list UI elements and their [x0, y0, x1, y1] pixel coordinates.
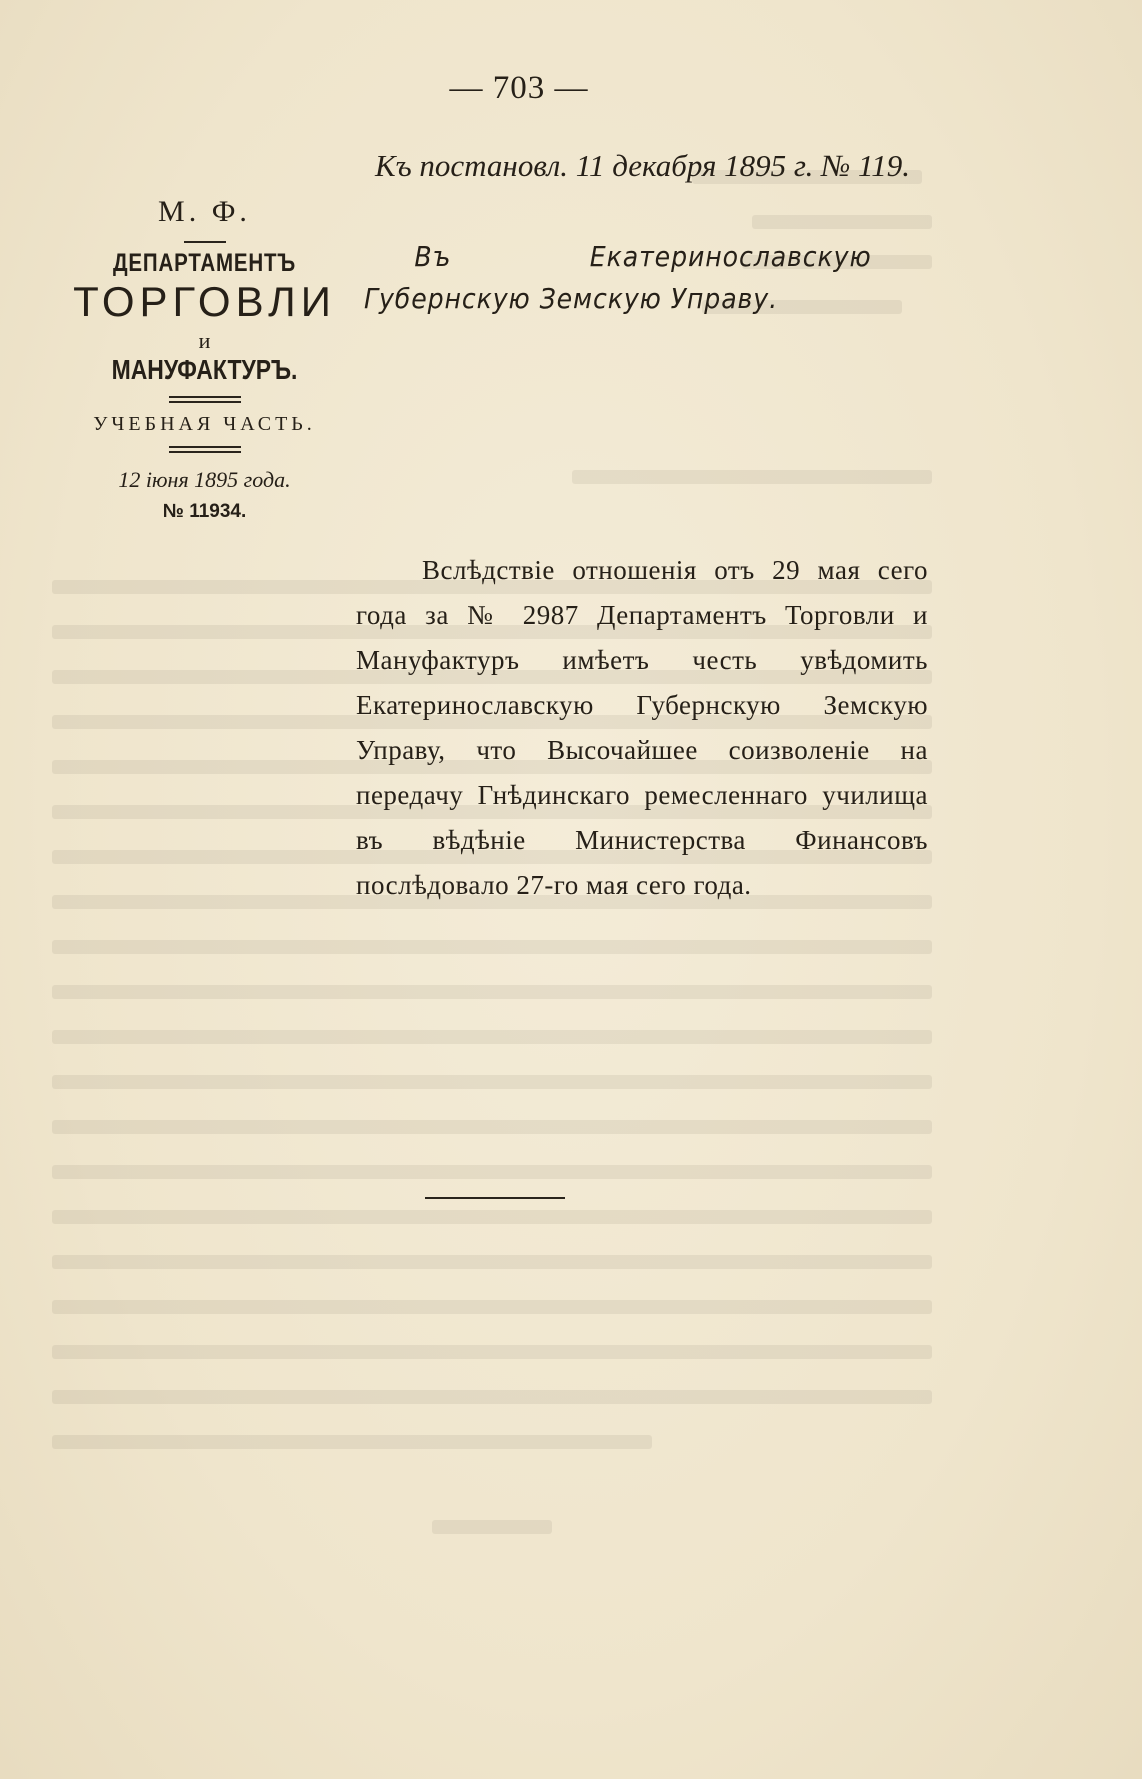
bleed-line	[52, 1120, 932, 1134]
double-divider	[169, 446, 241, 453]
bleed-line	[52, 1345, 932, 1359]
page-number: — 703 —	[449, 70, 589, 106]
bleed-line	[52, 1075, 932, 1089]
bleed-line	[52, 985, 932, 999]
bleed-line	[52, 1165, 932, 1179]
bleed-line	[52, 1390, 932, 1404]
department-conjunction: и	[198, 328, 211, 353]
end-rule	[425, 1197, 565, 1199]
department-name-2: МАНУФАКТУРЪ.	[111, 354, 298, 385]
bleed-line	[52, 940, 932, 954]
department-label: ДЕПАРТАМЕНТЪ	[112, 249, 296, 277]
department-name: ТОРГОВЛИ	[73, 278, 336, 325]
bleed-line	[52, 1210, 932, 1224]
resolution-reference: Къ постановл. 11 декабря 1895 г. № 119.	[374, 148, 910, 183]
ministry-abbreviation: М. Ф.	[158, 195, 251, 228]
letter-body: Вслѣдствіе отношенія отъ 29 мая сего года за № 2987 Департаментъ Торговли и Мануфактуръ имѣетъ честь увѣдомить Екатеринославскую Губернскую Земскую Управу, что Высочайшее соизволеніе на передачу Гнѣдинскаго ремесленнаго училища въ вѣдѣніе Министерства Финансовъ послѣдовало 27-го мая сего года.	[356, 555, 928, 900]
bleed-line	[752, 215, 932, 229]
bleed-line	[432, 1520, 552, 1534]
sender-margin-block	[52, 195, 357, 523]
addressee: Въ Екатеринославскую Губернскую Земскую Управу.	[364, 240, 872, 315]
section-name: УЧЕБНАЯ ЧАСТЬ.	[93, 413, 316, 435]
bleed-line	[52, 1255, 932, 1269]
letter-date: 12 іюня 1895 года.	[118, 467, 291, 492]
letter-number: № 11934.	[162, 501, 247, 522]
divider	[184, 241, 226, 243]
bleed-line	[572, 470, 932, 484]
bleed-line	[52, 1435, 652, 1449]
double-divider	[169, 396, 241, 403]
bleed-line	[52, 1300, 932, 1314]
bleed-line	[52, 1030, 932, 1044]
